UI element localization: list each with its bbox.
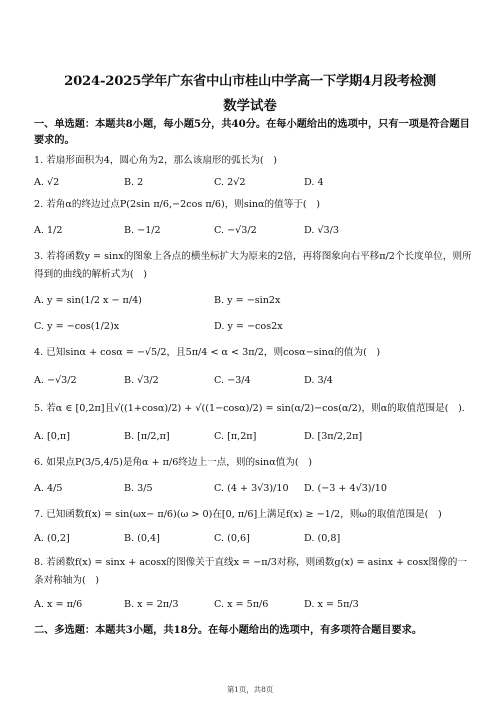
question-4-option-c: C. −3/4 [214,375,251,386]
section-heading-multiple-choice: 二、多选题：本题共3小题，共18分。在每小题给出的选项中，有多项符合题目要求。 [34,624,423,636]
question-2-option-c: C. −√3/2 [214,225,257,236]
question-2-option-d: D. √3/3 [304,225,340,236]
question-7-option-b: B. (0,4] [124,533,160,544]
page-footer: 第1页，共8页 [226,685,274,694]
question-7-option-a: A. (0,2] [34,533,70,544]
question-1-options [34,174,474,192]
question-3-option-d: D. y = −cos2x [214,321,283,332]
question-5-option-d: D. [3π/2,2π] [304,431,363,442]
question-5-options [34,428,474,446]
question-2-options [34,222,474,240]
question-7-stem: 7. 已知函数f(x) = sin(ωx− π/6)(ω > 0)在[0, π/6]上满足f(x) ≥ −1/2，则ω的取值范围是( ) [34,509,442,520]
question-3-stem: 3. 若将函数y = sinx的图象上各点的横坐标扩大为原来的2倍，再将图象向右平移π/2个长度单位，则所得到的曲线的解析式为( ) [34,251,472,280]
question-6-option-c: C. (4 + 3√3)/10 [214,483,289,494]
question-6-option-d: D. (−3 + 4√3)/10 [304,483,387,494]
question-3-options-row-2 [34,318,474,336]
question-6-options [34,480,474,498]
question-4-option-a: A. −√3/2 [34,375,77,386]
question-8-option-b: B. x = 2π/3 [124,599,179,610]
question-1-option-b: B. 2 [124,177,144,188]
question-5-stem: 5. 若α ∈ [0,2π]且√((1+cosα)/2) + √((1−cosα)/2) = sin(α/2)−cos(α/2)，则α的取值范围是( ). [34,403,465,414]
question-3-option-a: A. y = sin(1/2 x − π/4) [34,295,142,306]
question-7-option-c: C. (0,6] [214,533,250,544]
question-8-option-c: C. x = 5π/6 [214,599,269,610]
page-subtitle: 数学试卷 [223,98,277,114]
question-5-option-a: A. [0,π] [34,431,70,442]
question-3-option-b: B. y = −sin2x [214,295,281,306]
question-8-option-d: D. x = 5π/3 [304,599,359,610]
question-4-stem: 4. 已知sinα + cosα = −√5/2，且5π/4 < α < 3π/2，则cosα−sinα的值为( ) [34,347,381,358]
question-6-option-a: A. 4/5 [34,483,63,494]
question-1-option-a: A. √2 [34,177,60,188]
question-1-option-c: C. 2√2 [214,177,246,188]
question-5-option-c: C. [π,2π] [214,431,257,442]
question-5-option-b: B. [π/2,π] [124,431,170,442]
question-3-options-row-1 [34,292,474,310]
question-2-option-a: A. 1/2 [34,225,63,236]
question-6-option-b: B. 3/5 [124,483,153,494]
question-8-stem: 8. 若函数f(x) = sinx + acosx的图像关于直线x = −π/3对称，则函数g(x) = asinx + cosx图像的一条对称轴为( ) [34,557,467,586]
question-1-stem: 1. 若扇形面积为4，圆心角为2，那么该扇形的弧长为( ) [34,155,277,166]
question-7-options [34,530,474,548]
question-1-option-d: D. 4 [304,177,324,188]
question-4-option-d: D. 3/4 [304,375,333,386]
question-8-options [34,596,474,614]
question-8-option-a: A. x = π/6 [34,599,83,610]
question-2-stem: 2. 若角α的终边过点P(2sin π/6,−2cos π/6)，则sinα的值等于( ) [34,199,320,210]
page-title: 2024-2025学年广东省中山市桂山中学高一下学期4月段考检测 [64,74,436,89]
question-7-option-d: D. (0,8] [304,533,341,544]
section-heading-single-choice: 一、单选题：本题共8小题，每小题5分，共40分。在每小题给出的选项中，只有一项是符合题目要求的。 [34,118,470,146]
question-4-options [34,372,474,390]
question-3-option-c: C. y = −cos(1/2)x [34,321,120,332]
question-4-option-b: B. √3/2 [124,375,159,386]
question-2-option-b: B. −1/2 [124,225,161,236]
question-6-stem: 6. 如果点P(3/5,4/5)是角α + π/6终边上一点，则的sinα值为( ) [34,457,312,468]
